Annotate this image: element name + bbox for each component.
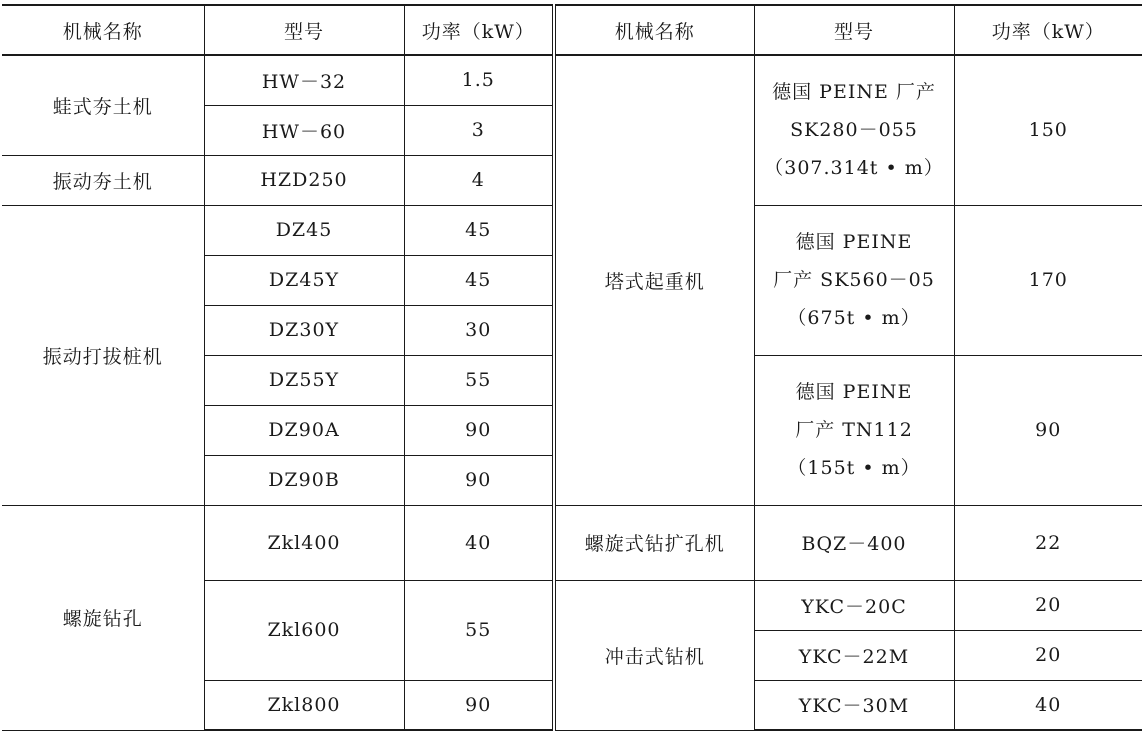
model-cell: HZD250: [204, 155, 404, 205]
model-cell: [754, 355, 954, 505]
model-line: （675t • m）: [787, 307, 921, 329]
power-cell: 90: [404, 405, 554, 455]
power-cell: 1.5: [404, 55, 554, 105]
header-power-left: 功率（kW）: [404, 5, 554, 55]
machine-name-cell: 蛙式夯土机: [2, 55, 204, 155]
header-row: [2, 5, 1142, 55]
table-row: [2, 505, 1142, 530]
model-cell: BQZ－400: [754, 505, 954, 580]
header-name-left: 机械名称: [2, 5, 204, 55]
model-cell: DZ55Y: [204, 355, 404, 405]
model-line: 德国 PEINE: [795, 381, 913, 403]
model-cell: DZ90B: [204, 455, 404, 505]
model-cell: YKC－20C: [754, 580, 954, 630]
model-cell: YKC－22M: [754, 630, 954, 680]
machine-name-cell: 塔式起重机: [554, 55, 754, 505]
power-cell: 90: [404, 680, 554, 730]
machine-name-cell: 振动打拔桩机: [2, 205, 204, 505]
power-cell: 30: [404, 305, 554, 355]
model-line: 德国 PEINE 厂产: [772, 81, 936, 104]
model-cell: DZ30Y: [204, 305, 404, 355]
header-model-right: 型号: [754, 5, 954, 55]
model-cell: Zkl400: [204, 505, 404, 580]
power-cell: 20: [954, 630, 1142, 680]
table-row: [2, 55, 1142, 105]
header-name-right: 机械名称: [554, 5, 754, 55]
model-cell: Zkl600: [204, 580, 404, 680]
power-cell: 150: [954, 55, 1142, 205]
power-cell: 90: [954, 355, 1142, 505]
power-cell: 4: [404, 155, 554, 205]
model-cell: DZ90A: [204, 405, 404, 455]
machine-name-cell: 螺旋钻孔: [2, 505, 204, 730]
model-cell: Zkl800: [204, 680, 404, 730]
model-cell: DZ45Y: [204, 255, 404, 305]
power-cell: 90: [404, 455, 554, 505]
header-power-right: 功率（kW）: [954, 5, 1142, 55]
model-line: 德国 PEINE: [795, 231, 913, 253]
model-cell: [754, 55, 954, 205]
power-cell: 170: [954, 205, 1142, 355]
model-line: 厂产 SK560－05: [773, 269, 935, 291]
power-cell: 55: [404, 355, 554, 405]
power-cell: 40: [404, 505, 554, 580]
machine-power-table: [2, 4, 1142, 731]
model-line: SK280－055: [790, 119, 918, 142]
header-model-left: 型号: [204, 5, 404, 55]
machine-name-cell: 振动夯土机: [2, 155, 204, 205]
power-cell: 40: [954, 680, 1142, 730]
model-line: （155t • m）: [787, 457, 921, 479]
power-cell: 55: [404, 580, 554, 680]
power-cell: 45: [404, 205, 554, 255]
model-cell: [754, 205, 954, 355]
model-line: （307.314t • m）: [764, 157, 944, 180]
model-line: 厂产 TN112: [795, 419, 913, 441]
power-cell: 45: [404, 255, 554, 305]
model-cell: YKC－30M: [754, 680, 954, 730]
machine-name-cell: 螺旋式钻扩孔机: [554, 505, 754, 580]
model-cell: DZ45: [204, 205, 404, 255]
power-cell: 20: [954, 580, 1142, 630]
power-cell: 3: [404, 105, 554, 155]
model-cell: HW－60: [204, 105, 404, 155]
power-cell: 22: [954, 505, 1142, 580]
machine-name-cell: 冲击式钻机: [554, 580, 754, 730]
model-cell: HW－32: [204, 55, 404, 105]
